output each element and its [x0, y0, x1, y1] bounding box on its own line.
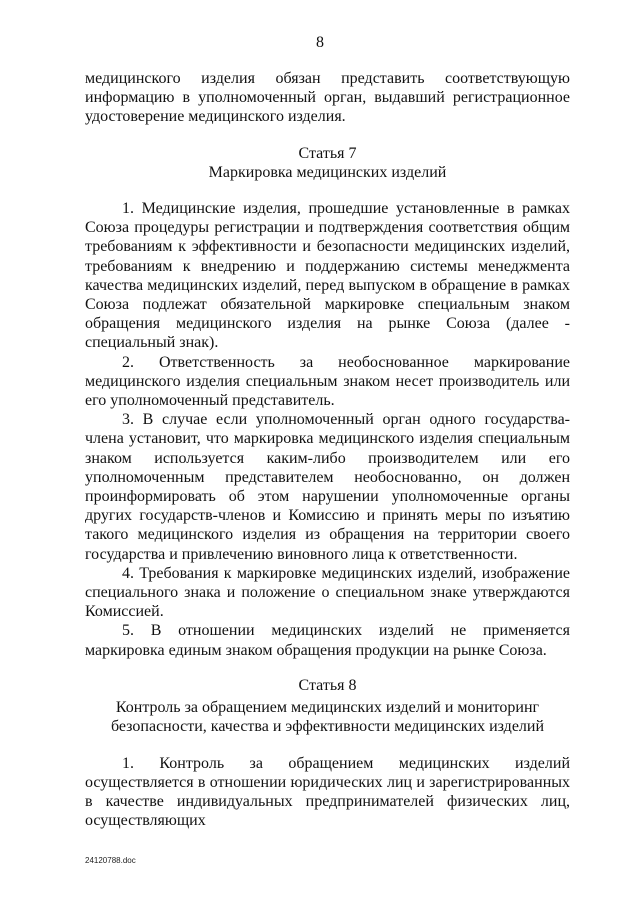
document-filename: 24120788.doc [85, 856, 136, 865]
article-7-title: Маркировка медицинских изделий [208, 163, 447, 181]
document-body [85, 69, 570, 830]
article-7-paragraph-4: 4. Требования к маркировке медицинских изделий, изображение специального знака и положение о специальном знаке утверждаются Комиссией. [85, 564, 570, 621]
article-7-paragraph-3: 3. В случае если уполномоченный орган одного государства-члена установит, что маркировка медицинского изделия специальным знаком используется каким-либо производителем или его уполномоченным представителем необоснованно, он должен проинформировать об этом нарушении уполномоченные органы других государств-членов и Комиссию и принять меры по изъятию такого медицинского изделия из обращения на территории своего государства и привлечению виновного лица к ответственности. [85, 411, 570, 563]
article-8-title [85, 698, 570, 736]
article-8-heading: Статья 8 [298, 676, 357, 694]
article-7-paragraph-1: 1. Медицинские изделия, прошедшие установленные в рамках Союза процедуры регистрации и подтверждения соответствия общим требованиям к эффективности и безопасности медицинских изделий, требованиям к внедрению и поддержанию системы менеджмента качества медицинских изделий, перед выпуском в обращение в рамках Союза подлежат обязательной маркировке специальным знаком обращения медицинского изделия на рынке Союза (далее - специальный знак). [85, 200, 570, 352]
article-8-paragraph-1: 1. Контроль за обращением медицинских изделий осуществляется в отношении юридических лиц и зарегистрированных в качестве индивидуальных предпринимателей физических лиц, осуществляющих [85, 754, 570, 830]
intro-paragraph: медицинского изделия обязан представить соответствующую информацию в уполномоченный орган, выдавший регистрационное удостоверение медицинского изделия. [85, 70, 570, 126]
article-7-paragraph-2: 2. Ответственность за необоснованное маркирование медицинского изделия специальным знаком несет производитель или его уполномоченный представитель. [85, 353, 570, 410]
article-8-title-line-2: безопасности, качества и эффективности медицинских изделий [110, 718, 545, 736]
article-7-heading: Статья 7 [298, 144, 357, 162]
page-number: 8 [316, 34, 324, 51]
article-7-paragraph-5: 5. В отношении медицинских изделий не применяется маркировка единым знаком обращения продукции на рынке Союза. [85, 622, 570, 659]
article-8-title-line-1: Контроль за обращением медицинских изделий и мониторинг [115, 699, 540, 717]
